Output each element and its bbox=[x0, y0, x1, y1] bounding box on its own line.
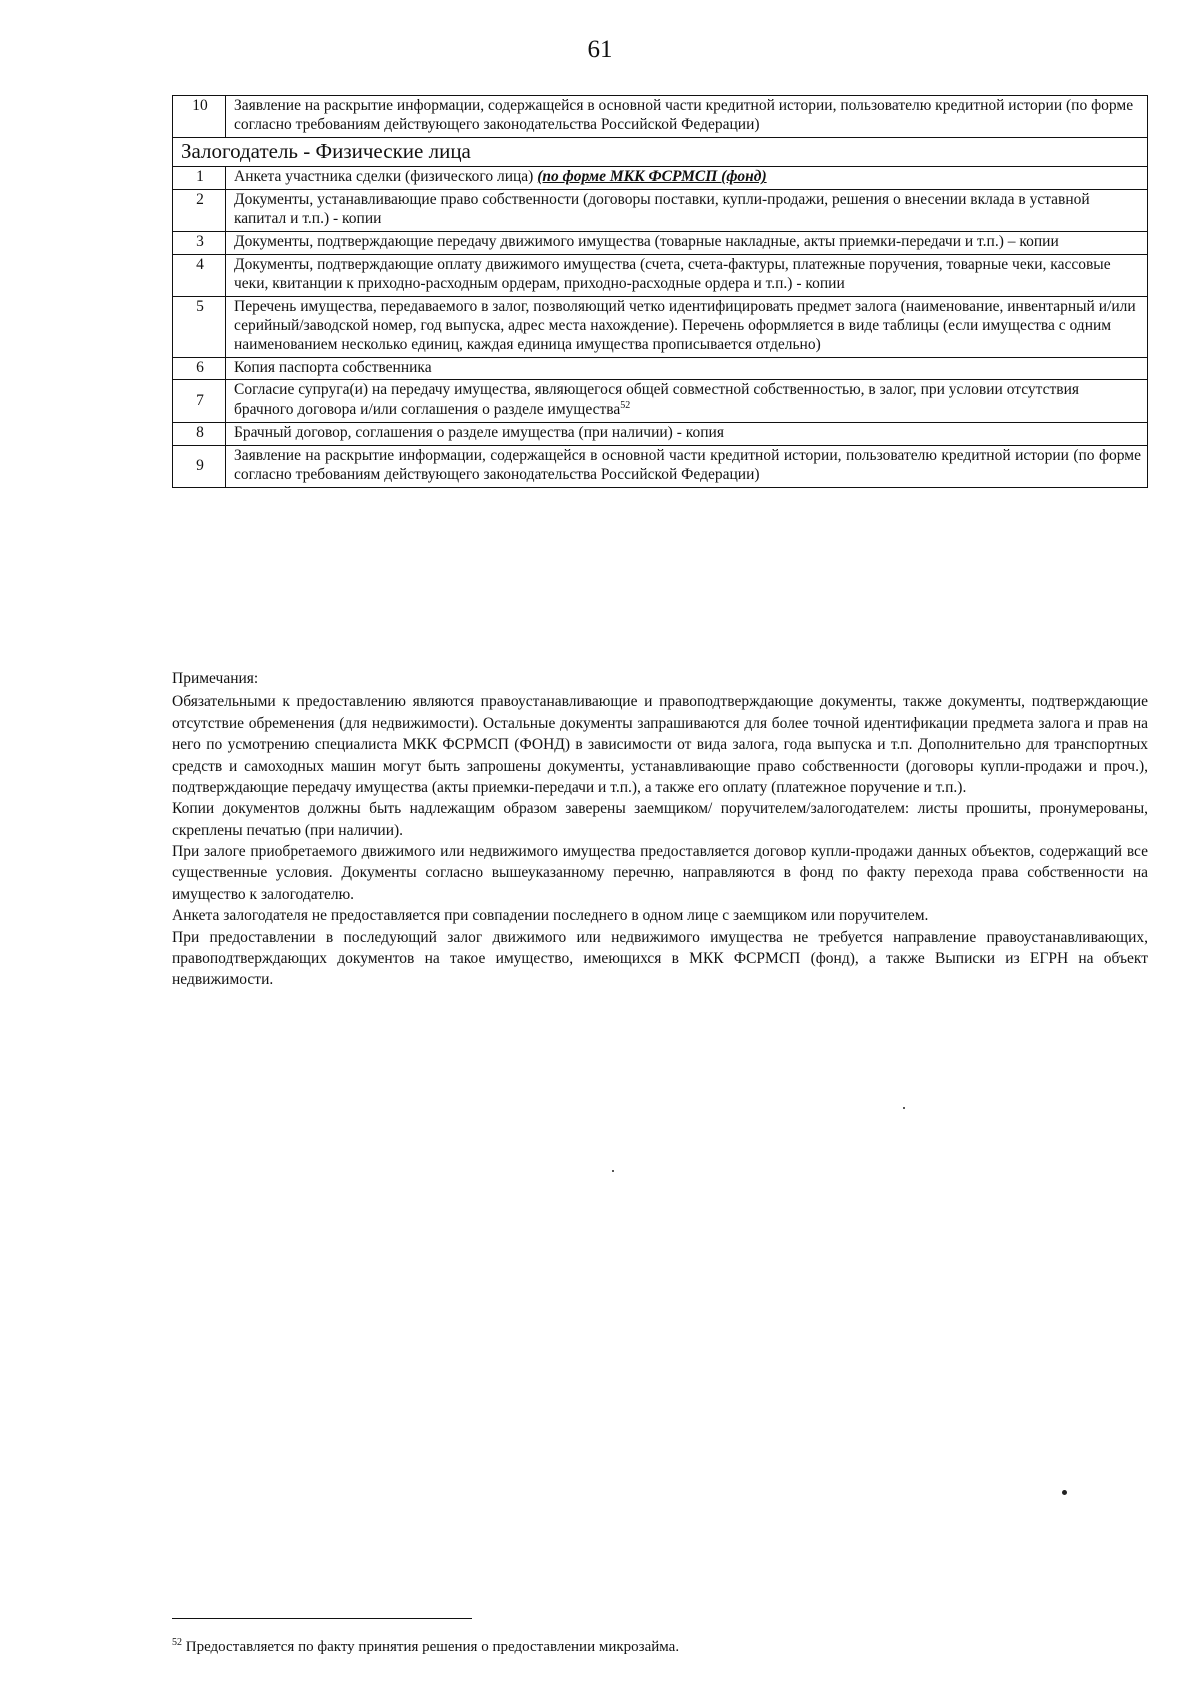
documents-table bbox=[172, 95, 1148, 488]
notes-title: Примечания: bbox=[172, 670, 259, 687]
footnote-reference: 52 bbox=[620, 400, 631, 412]
table-row bbox=[173, 167, 1148, 190]
row-text bbox=[226, 167, 1148, 190]
row-number: 7 bbox=[173, 380, 226, 423]
row-number: 1 bbox=[173, 167, 226, 190]
row-number: 5 bbox=[173, 296, 226, 357]
scan-speck bbox=[1062, 1490, 1067, 1495]
footnote-separator bbox=[172, 1618, 472, 1619]
table-row bbox=[173, 423, 1148, 446]
table-row bbox=[173, 255, 1148, 297]
row-number: 8 bbox=[173, 423, 226, 446]
scan-speck bbox=[612, 1170, 614, 1172]
row-number: 2 bbox=[173, 190, 226, 232]
row-text: Заявление на раскрытие информации, содержащейся в основной части кредитной истории, пользователю кредитной истории (по форме согласно требованиям действующего законодательства Российской Федерации) bbox=[226, 96, 1148, 138]
scan-speck bbox=[903, 1107, 905, 1109]
note-paragraph: Анкета залогодателя не предоставляется при совпадении последнего в одном лице с заемщиком или поручителем. bbox=[172, 907, 929, 925]
row-text: Документы, подтверждающие оплату движимого имущества (счета, счета-фактуры, платежные поручения, товарные чеки, кассовые чеки, квитанции к приходно-расходным ордерам, приходно-расходные ордера и т.п.) - копии bbox=[226, 255, 1148, 297]
note-paragraph: Обязательными к предоставлению являются правоустанавливающие и правоподтверждающие документы, также документы, подтверждающие отсутствие обременения (для недвижимости). Остальные документы запрашиваются для более точной идентификации предмета залога и прав на него по усмотрению специалиста МКК ФСРМСП (ФОНД) в зависимости от вида залога, года выпуска и т.п. Дополнительно для транспортных средств и самоходных машин могут быть запрошены документы, устанавливающие право собственности (договоры купли-продажи и проч.), подтверждающие передачу имущества (акты приемки-передачи и т.п.), а также его оплату (платежное поручение и т.п.). bbox=[172, 693, 1148, 796]
note-paragraph: Копии документов должны быть надлежащим образом заверены заемщиком/ поручителем/залогодателем: листы прошиты, пронумерованы, скреплены печатью (при наличии). bbox=[172, 800, 1148, 839]
footnote bbox=[172, 1637, 1072, 1656]
table-row bbox=[173, 232, 1148, 255]
row-text: Перечень имущества, передаваемого в залог, позволяющий четко идентифицировать предмет залога (наименование, инвентарный и/или серийный/заводской номер, год выпуска, адрес места нахождение). Перечень оформляется в виде таблицы (если имущества с одним наименованием несколько единиц, каждая единица имущества прописывается отдельно) bbox=[226, 296, 1148, 357]
row-text: Заявление на раскрытие информации, содержащейся в основной части кредитной истории, пользователю кредитной истории (по форме согласно требованиям действующего законодательства Российской Федерации) bbox=[226, 446, 1148, 488]
section-header-row bbox=[173, 137, 1148, 167]
row-text: Брачный договор, соглашения о разделе имущества (при наличии) - копия bbox=[226, 423, 1148, 446]
table-row bbox=[173, 96, 1148, 138]
notes-section bbox=[172, 668, 1148, 991]
row-number: 9 bbox=[173, 446, 226, 488]
row-number: 10 bbox=[173, 96, 226, 138]
footnote-text: Предоставляется по факту принятия решения о предоставлении микрозайма. bbox=[182, 1639, 680, 1655]
table-row bbox=[173, 446, 1148, 488]
row-text-plain: Согласие супруга(и) на передачу имущества, являющегося общей совместной собственностью, в залог, при условии отсутствия брачного договора и/или соглашения о разделе имущества bbox=[234, 381, 1079, 419]
row-text: Документы, устанавливающие право собственности (договоры поставки, купли-продажи, решения о внесении вклада в уставной капитал и т.п.) - копии bbox=[226, 190, 1148, 232]
note-paragraph: При предоставлении в последующий залог движимого или недвижимого имущества не требуется направление правоустанавливающих, правоподтверждающих документов на такое имущество, имеющихся в МКК ФСРМСП (фонд), а также Выписки из ЕГРН на объект недвижимости. bbox=[172, 928, 1148, 989]
row-text: Документы, подтверждающие передачу движимого имущества (товарные накладные, акты приемки-передачи и т.п.) – копии bbox=[226, 232, 1148, 255]
table-row bbox=[173, 190, 1148, 232]
note-paragraph: При залоге приобретаемого движимого или недвижимого имущества предоставляется договор купли-продажи данных объектов, содержащий все существенные условия. Документы согласно вышеуказанному перечню, направляются в фонд по факту перехода права собственности на имущество к залогодателю. bbox=[172, 843, 1148, 903]
row-number: 4 bbox=[173, 255, 226, 297]
row-number: 3 bbox=[173, 232, 226, 255]
page-number: 61 bbox=[587, 36, 613, 63]
row-text-emphasis: (по форме МКК ФСРМСП (фонд) bbox=[537, 168, 767, 186]
footnote-number: 52 bbox=[172, 1637, 182, 1648]
row-text-plain: Анкета участника сделки (физического лица) bbox=[234, 168, 538, 186]
table-row bbox=[173, 380, 1148, 423]
row-number: 6 bbox=[173, 357, 226, 380]
row-text: Копия паспорта собственника bbox=[226, 357, 1148, 380]
table-row bbox=[173, 296, 1148, 357]
section-title: Залогодатель - Физические лица bbox=[173, 137, 1148, 167]
table-row bbox=[173, 357, 1148, 380]
row-text bbox=[226, 380, 1148, 423]
